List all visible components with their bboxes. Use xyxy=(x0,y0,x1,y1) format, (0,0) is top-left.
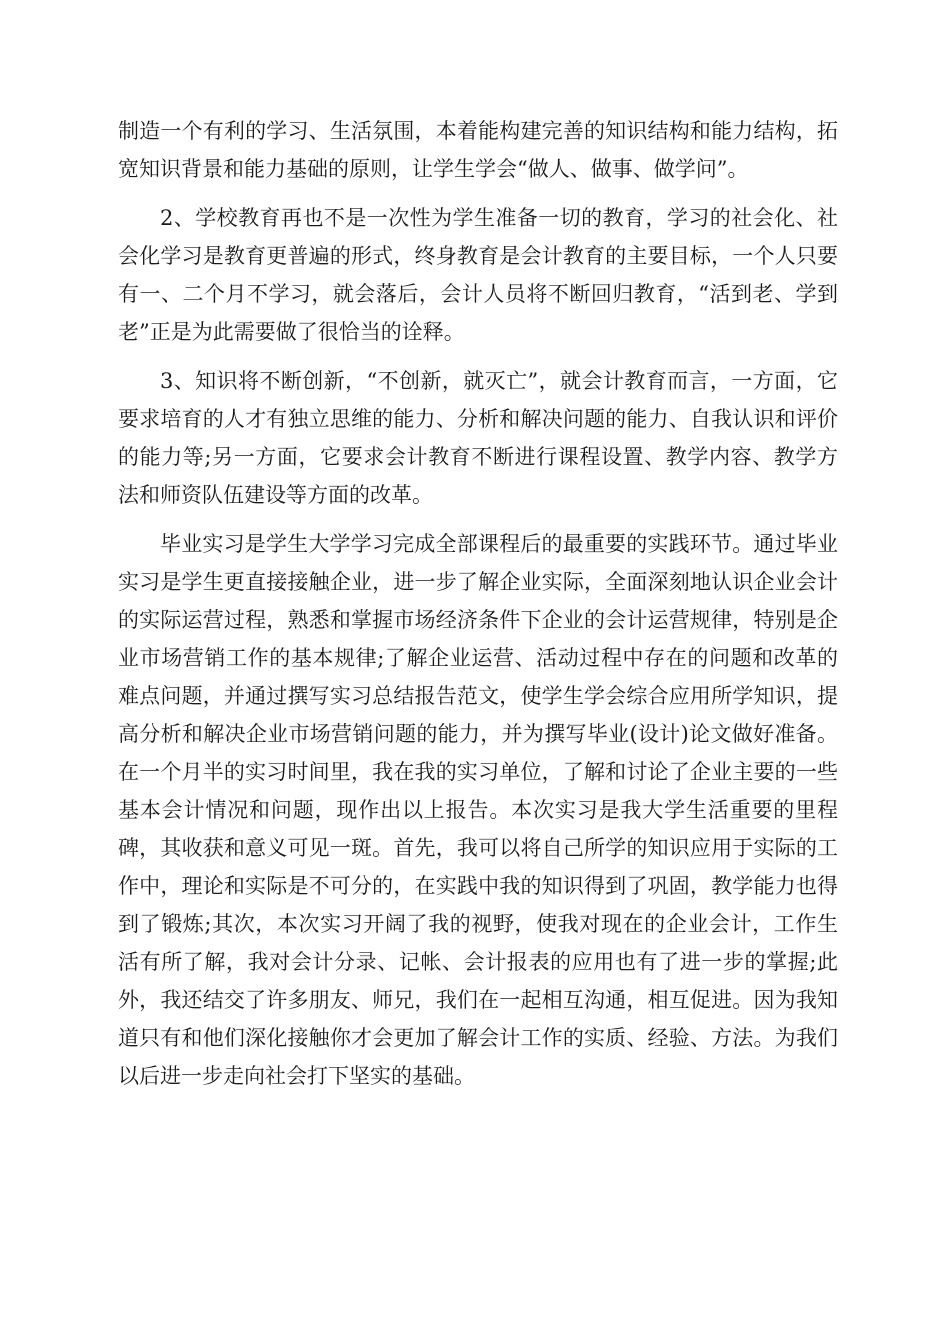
document-page xyxy=(118,112,838,1106)
paragraph-intro-continuation: 制造一个有利的学习、生活氛围，本着能构建完善的知识结构和能力结构，拓宽知识背景和能力基础的原则，让学生学会“做人、做事、做学问”。 xyxy=(118,119,838,181)
paragraph-point-2: 2、学校教育再也不是一次性为学生准备一切的教育，学习的社会化、社会化学习是教育更普遍的形式，终身教育是会计教育的主要目标，一个人只要有一、二个月不学习，就会落后，会计人员将不断回归教育，“活到老、学到老”正是为此需要做了很恰当的诠释。 xyxy=(118,206,838,344)
paragraph-internship-summary: 毕业实习是学生大学学习完成全部课程后的最重要的实践环节。通过毕业实习是学生更直接接触企业，进一步了解企业实际，全面深刻地认识企业会计的实际运营过程，熟悉和掌握市场经济条件下企业的会计运营规律，特别是企业市场营销工作的基本规律;了解企业运营、活动过程中存在的问题和改革的难点问题，并通过撰写实习总结报告范文，使学生学会综合应用所学知识，提高分析和解决企业市场营销问题的能力，并为撰写毕业(设计)论文做好准备。在一个月半的实习时间里，我在我的实习单位，了解和讨论了企业主要的一些基本会计情况和问题，现作出以上报告。本次实习是我大学生活重要的里程碑，其收获和意义可见一斑。首先，我可以将自己所学的知识应用于实际的工作中，理论和实际是不可分的，在实践中我的知识得到了巩固，教学能力也得到了锻炼;其次，本次实习开阔了我的视野，使我对现在的企业会计，工作生活有所了解，我对会计分录、记帐、会计报表的应用也有了进一步的掌握;此外，我还结交了许多朋友、师兄，我们在一起相互沟通，相互促进。因为我知道只有和他们深化接触你才会更加了解会计工作的实质、经验、方法。为我们以后进一步走向社会打下坚实的基础。 xyxy=(118,532,838,1088)
paragraph-point-3: 3、知识将不断创新，“不创新，就灭亡”，就会计教育而言，一方面，它要求培育的人才有独立思维的能力、分析和解决问题的能力、自我认识和评价的能力等;另一方面，它要求会计教育不断进行课程设置、教学内容、教学方法和师资队伍建设等方面的改革。 xyxy=(118,369,838,507)
